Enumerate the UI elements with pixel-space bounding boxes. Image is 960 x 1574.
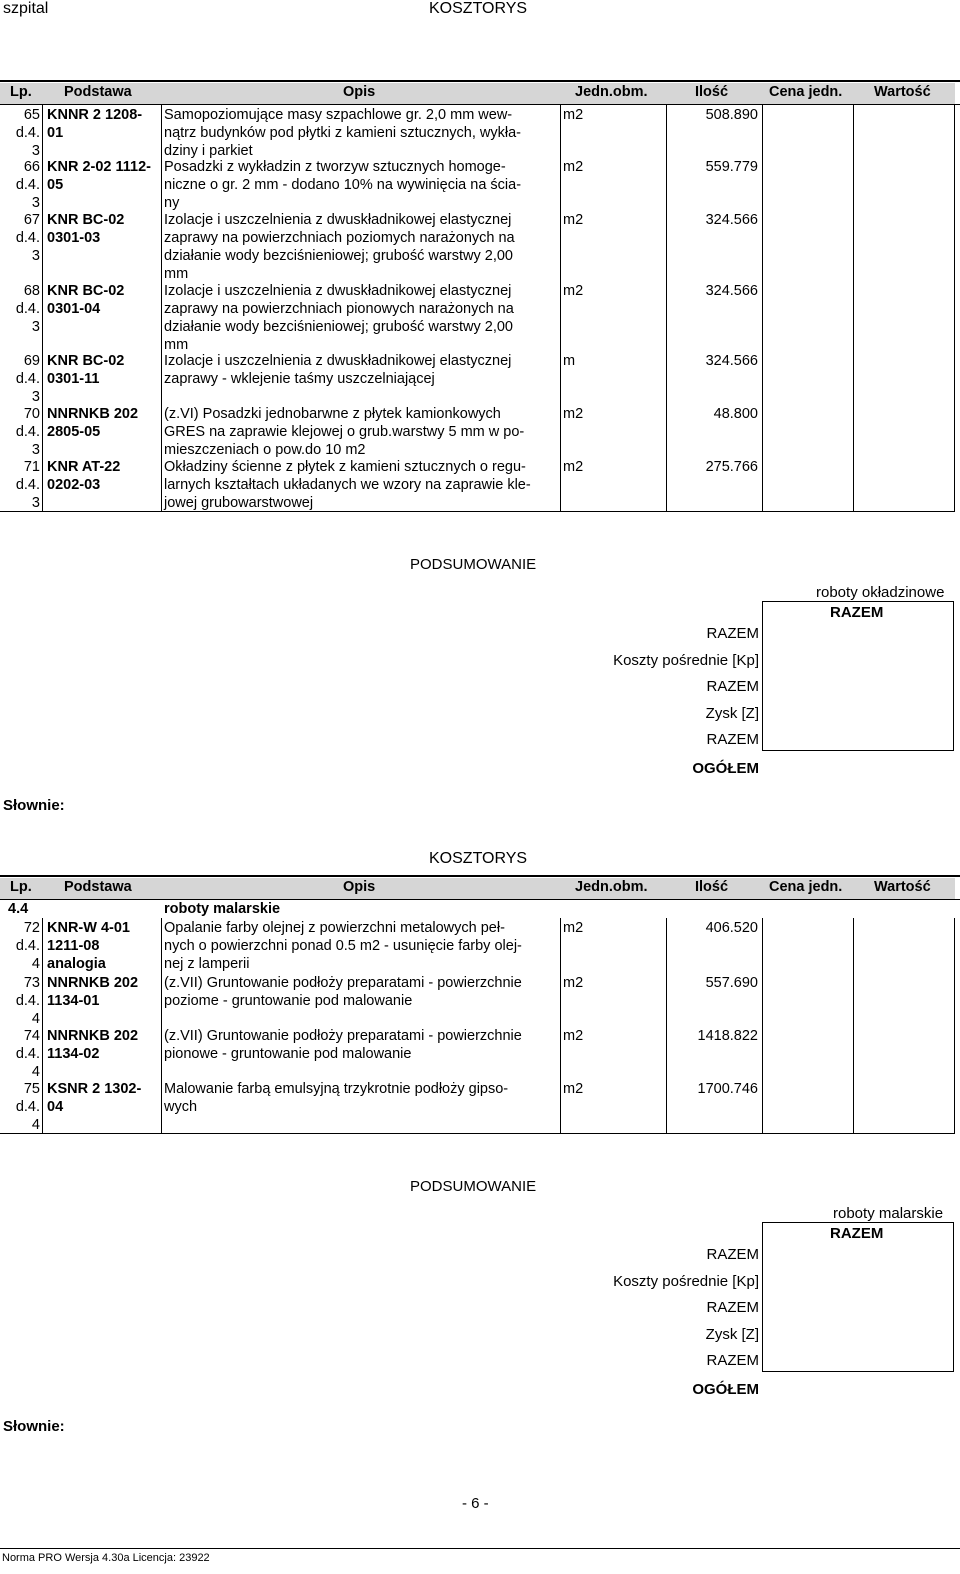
col-price: Cena jedn. [769,879,843,895]
item-unit: m2 [563,975,584,991]
summary-title: PODSUMOWANIE [410,556,537,573]
item-basis [47,211,162,247]
item-basis [47,106,162,142]
item-description-line: zaprawy na powierzchniach pionowych narażonych na [164,301,514,317]
col-basis: Podstawa [64,84,132,100]
item-lp-line: 69 [23,353,40,369]
item-description-line: Izolacje i uszczelnienia z dwuskładnikowej elastycznej [164,212,512,228]
item-description [164,352,564,388]
item-quantity: 406.520 [705,920,758,936]
item-description-line: Posadzki z wykładzin z tworzyw sztucznych homoge- [164,159,506,175]
item-basis-line: KNR BC-02 [47,353,125,369]
item-lp-line: 73 [23,975,40,991]
item-description-line: wych [164,1099,198,1115]
summary-box [762,601,954,751]
item-basis [47,458,162,494]
item-description-line: Samopoziomujące masy szpachlowe gr. 2,0 mm wew- [164,107,513,123]
item-lp [0,1027,40,1081]
item-description-line: pionowe - gruntowanie pod malowanie [164,1046,412,1062]
summary-line-razem-3: RAZEM [706,1352,759,1369]
col-value: Wartość [874,879,931,895]
item-lp [0,458,40,512]
group-lp: 4.4 [8,901,29,917]
item-lp [0,919,40,973]
item-lp-line: 72 [23,920,40,936]
item-basis-line: 2805-05 [47,424,101,440]
item-description-line: nej z lamperii [164,956,250,972]
summary-line-razem-1: RAZEM [706,625,759,642]
col-qty: Ilość [695,84,729,100]
item-lp-line: d.4. [15,301,40,317]
item-basis-line: NNRNKB 202 [47,406,139,422]
summary-column-sub: RAZEM [830,1225,884,1242]
document-header-left: szpital [3,0,49,17]
item-lp-line: d.4. [15,424,40,440]
item-description-line: Izolacje i uszczelnienia z dwuskładnikowej elastycznej [164,353,512,369]
item-basis-line: KNR BC-02 [47,212,125,228]
item-basis [47,352,162,388]
item-lp-line: 65 [23,107,40,123]
item-basis [47,919,162,973]
item-description-line: działanie wody bezciśnieniowej; grubość warstwy 2,00 [164,248,513,264]
item-basis-line: KNR BC-02 [47,283,125,299]
item-lp-line: 4 [31,1011,40,1027]
item-lp [0,405,40,459]
summary-line-razem-3: RAZEM [706,731,759,748]
item-lp-line: 4 [31,1064,40,1080]
item-lp [0,282,40,336]
item-lp-line: 3 [31,389,40,405]
item-basis-line: 0301-11 [47,371,100,387]
item-basis-line: KNR AT-22 [47,459,121,475]
item-lp-line: 67 [23,212,40,228]
item-lp-line: d.4. [15,1099,40,1115]
col-desc: Opis [343,84,376,100]
document-title-2: KOSZTORYS [429,850,528,867]
item-basis-line: NNRNKB 202 [47,1028,139,1044]
col-desc: Opis [343,879,376,895]
item-lp-line: d.4. [15,993,40,1009]
col-unit: Jedn.obm. [575,879,648,895]
item-unit: m2 [563,1028,584,1044]
summary-line-profit: Zysk [Z] [705,705,759,722]
item-lp-line: 4 [31,1117,40,1133]
summary-column-sub: RAZEM [830,604,884,621]
item-lp-line: 4 [31,956,40,972]
summary-line-overhead: Koszty pośrednie [Kp] [613,1273,759,1290]
item-description-line: Okładziny ścienne z płytek z kamieni sztucznych o regu- [164,459,526,475]
item-quantity: 1418.822 [697,1028,758,1044]
item-quantity: 324.566 [705,212,758,228]
item-lp [0,1080,40,1134]
item-description-line: Malowanie farbą emulsyjną trzykrotnie podłoży gipso- [164,1081,509,1097]
item-basis-line: 04 [47,1099,64,1115]
item-description-line: zaprawy - wklejenie taśmy uszczelniającej [164,371,435,387]
item-quantity: 48.800 [713,406,758,422]
item-unit: m2 [563,459,584,475]
item-lp-line: 74 [23,1028,40,1044]
col-unit: Jedn.obm. [575,84,648,100]
item-unit: m2 [563,212,584,228]
item-lp-line: 3 [31,319,40,335]
summary-box [762,1222,954,1372]
item-lp-line: d.4. [15,477,40,493]
item-unit: m [563,353,576,369]
item-basis [47,974,162,1010]
item-lp-line: d.4. [15,371,40,387]
summary-total: OGÓŁEM [692,1381,759,1398]
col-lp: Lp. [10,879,32,895]
item-description [164,106,564,160]
item-lp [0,158,40,212]
item-basis-line: 05 [47,177,64,193]
item-description-line: GRES na zaprawie klejowej o grub.warstwy 5 mm w po- [164,424,525,440]
item-description-line: niczne o gr. 2 mm - dodano 10% na wywinięcia na ścia- [164,177,522,193]
item-lp-line: 68 [23,283,40,299]
item-description-line: mm [164,337,189,353]
table-header-2 [0,878,955,899]
item-description [164,1080,564,1116]
page-number: - 6 - [462,1495,489,1512]
item-description-line: Izolacje i uszczelnienia z dwuskładnikowej elastycznej [164,283,512,299]
item-lp [0,106,40,160]
item-unit: m2 [563,283,584,299]
item-description-line: nątrz budynków pod płytki z kamieni sztucznych, wykła- [164,125,522,141]
item-quantity: 275.766 [705,459,758,475]
item-description-line: larnych kształtach układanych we wzory na zaprawie kle- [164,477,531,493]
item-lp-line: 71 [23,459,40,475]
item-description [164,211,564,283]
item-lp-line: d.4. [15,1046,40,1062]
item-description-line: jowej grubowarstwowej [164,495,314,511]
item-lp-line: 75 [23,1081,40,1097]
item-basis [47,158,162,194]
dictionary-label: Słownie: [3,797,65,814]
item-basis-line: KNR-W 4-01 [47,920,130,936]
item-description-line: nych o powierzchni ponad 0.5 m2 - usunięcie farby olej- [164,938,522,954]
item-lp [0,974,40,1028]
item-description [164,919,564,973]
item-basis-line: 1211-08 [47,938,100,954]
item-quantity: 508.890 [705,107,758,123]
item-description-line: Opalanie farby olejnej z powierzchni metalowych peł- [164,920,505,936]
col-price: Cena jedn. [769,84,843,100]
summary-column-header: roboty malarskie [833,1205,944,1222]
item-unit: m2 [563,406,584,422]
item-quantity: 324.566 [705,353,758,369]
item-lp [0,352,40,406]
item-description [164,158,564,212]
item-lp-line: 66 [23,159,40,175]
item-basis-line: NNRNKB 202 [47,975,139,991]
summary-line-razem-1: RAZEM [706,1246,759,1263]
summary-line-razem-2: RAZEM [706,678,759,695]
item-basis [47,1027,162,1063]
item-description-line: (z.VI) Posadzki jednobarwne z płytek kamionkowych [164,406,501,422]
item-quantity: 324.566 [705,283,758,299]
item-lp-line: 3 [31,442,40,458]
col-value: Wartość [874,84,931,100]
item-description-line: działanie wody bezciśnieniowej; grubość warstwy 2,00 [164,319,513,335]
item-description-line: poziome - gruntowanie pod malowanie [164,993,413,1009]
item-quantity: 557.690 [705,975,758,991]
item-description [164,974,564,1010]
summary-total: OGÓŁEM [692,760,759,777]
item-lp [0,211,40,265]
item-lp-line: 3 [31,248,40,264]
item-description [164,458,564,512]
item-basis-line: 0301-04 [47,301,101,317]
item-lp-line: d.4. [15,230,40,246]
dictionary-label: Słownie: [3,1418,65,1435]
col-lp: Lp. [10,84,32,100]
item-description-line: ny [164,195,180,211]
summary-line-profit: Zysk [Z] [705,1326,759,1343]
item-basis-line: 1134-02 [47,1046,100,1062]
col-qty: Ilość [695,879,729,895]
item-basis-line: KNNR 2 1208- [47,107,143,123]
item-description-line: mieszczeniach o pow.do 10 m2 [164,442,366,458]
item-basis-line: analogia [47,956,106,972]
item-basis-line: 0202-03 [47,477,101,493]
summary-title: PODSUMOWANIE [410,1178,537,1195]
item-description [164,405,564,459]
document-title: KOSZTORYS [429,0,528,17]
item-basis [47,282,162,318]
item-lp-line: 70 [23,406,40,422]
item-unit: m2 [563,107,584,123]
summary-column-header: roboty okładzinowe [816,584,945,601]
item-description-line: dziny i parkiet [164,143,253,159]
item-description-line: zaprawy na powierzchniach poziomych narażonych na [164,230,515,246]
item-basis [47,405,162,441]
item-description-line: mm [164,266,189,282]
item-basis-line: KNR 2-02 1112- [47,159,151,175]
item-lp-line: d.4. [15,938,40,954]
table-header [0,83,955,104]
item-unit: m2 [563,159,584,175]
summary-line-overhead: Koszty pośrednie [Kp] [613,652,759,669]
item-lp-line: 3 [31,143,40,159]
item-lp-line: d.4. [15,125,40,141]
col-basis: Podstawa [64,879,132,895]
item-lp-line: 3 [31,195,40,211]
summary-line-razem-2: RAZEM [706,1299,759,1316]
item-quantity: 559.779 [705,159,758,175]
item-basis-line: KSNR 2 1302- [47,1081,142,1097]
group-name: roboty malarskie [164,901,281,917]
item-quantity: 1700.746 [697,1081,758,1097]
item-lp-line: 3 [31,495,40,511]
license-footer: Norma PRO Wersja 4.30a Licencja: 23922 [2,1552,210,1564]
item-description [164,1027,564,1063]
item-description-line: (z.VII) Gruntowanie podłoży preparatami - powierzchnie [164,975,522,991]
item-basis-line: 01 [47,125,64,141]
item-basis-line: 0301-03 [47,230,101,246]
item-unit: m2 [563,1081,584,1097]
item-lp-line: d.4. [15,177,40,193]
item-basis [47,1080,162,1116]
item-unit: m2 [563,920,584,936]
item-description [164,282,564,354]
item-description-line: (z.VII) Gruntowanie podłoży preparatami - powierzchnie [164,1028,522,1044]
item-basis-line: 1134-01 [47,993,100,1009]
